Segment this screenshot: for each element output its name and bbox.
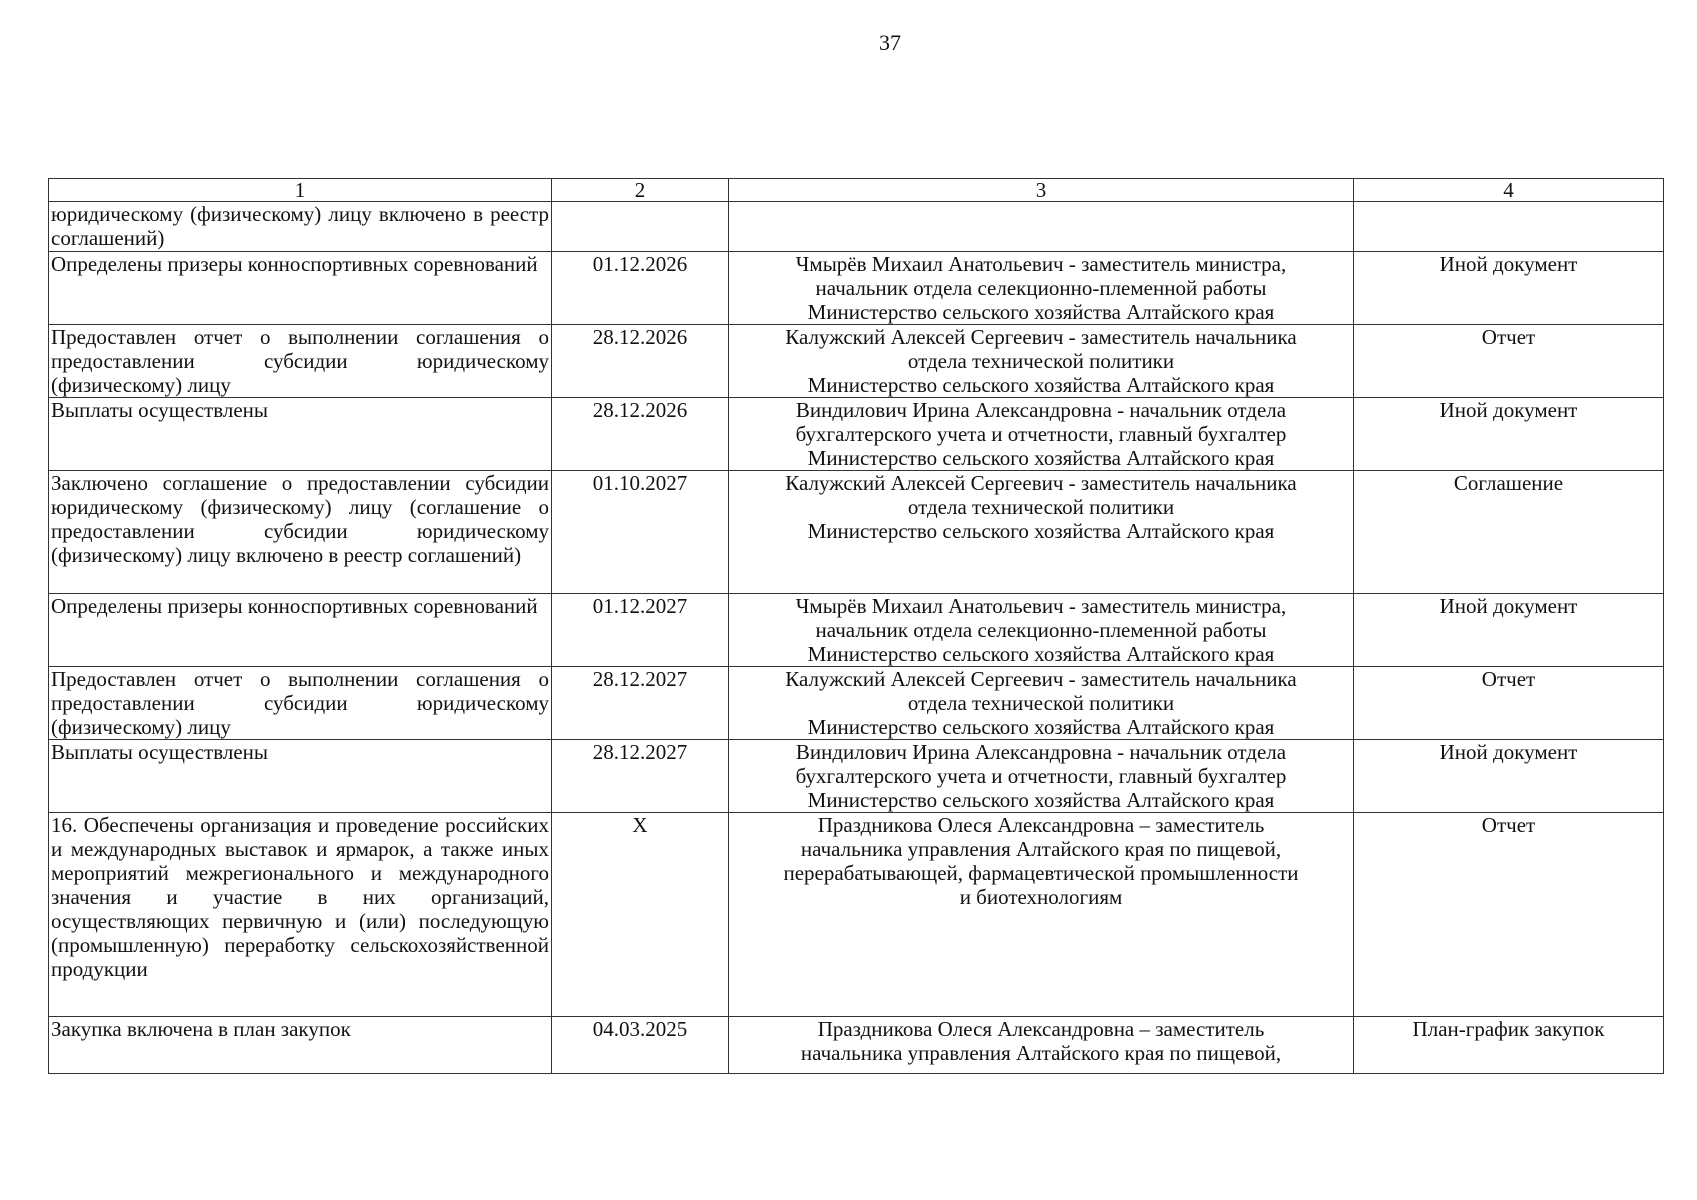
document-cell: Отчет <box>1354 325 1664 398</box>
table-row <box>49 202 1664 252</box>
event-cell: юридическому (физическому) лицу включено в реестр соглашений) <box>49 202 552 252</box>
event-cell: Заключено соглашение о предоставлении субсидии юридическому (физическому) лицу (соглашение о предоставлении субсидии юридическому (физическому) лицу включено в реестр соглашений) <box>49 471 552 594</box>
document-cell: Иной документ <box>1354 252 1664 325</box>
responsible-cell <box>729 813 1354 1017</box>
table-row <box>49 667 1664 740</box>
responsible-line: Министерство сельского хозяйства Алтайского края <box>807 446 1275 470</box>
table-row <box>49 471 1664 594</box>
responsible-line: Министерство сельского хозяйства Алтайского края <box>807 715 1275 739</box>
responsible-cell <box>729 471 1354 594</box>
document-cell: Отчет <box>1354 813 1664 1017</box>
responsible-line: бухгалтерского учета и отчетности, главный бухгалтер <box>795 422 1287 446</box>
responsible-line: Министерство сельского хозяйства Алтайского края <box>807 519 1275 543</box>
date-cell: 28.12.2027 <box>552 740 729 813</box>
responsible-line: и биотехнологиям <box>959 885 1123 909</box>
date-cell: X <box>552 813 729 1017</box>
responsible-line: Калужский Алексей Сергеевич - заместитель начальника <box>785 667 1297 691</box>
responsible-cell <box>729 325 1354 398</box>
responsible-line: отдела технической политики <box>907 495 1175 519</box>
event-cell: Предоставлен отчет о выполнении соглашения о предоставлении субсидии юридическому (физическому) лицу <box>49 325 552 398</box>
date-cell: 01.10.2027 <box>552 471 729 594</box>
column-header-2: 2 <box>552 179 729 202</box>
responsible-line: начальник отдела селекционно-племенной работы <box>815 618 1267 642</box>
schedule-table <box>48 178 1664 1074</box>
document-cell: Иной документ <box>1354 594 1664 667</box>
responsible-cell <box>729 202 1354 252</box>
responsible-line: Виндилович Ирина Александровна - начальник отдела <box>795 740 1287 764</box>
event-cell: Выплаты осуществлены <box>49 740 552 813</box>
event-cell: Закупка включена в план закупок <box>49 1017 552 1074</box>
responsible-line: Министерство сельского хозяйства Алтайского края <box>807 788 1275 812</box>
table-row <box>49 325 1664 398</box>
event-cell: Определены призеры конноспортивных соревнований <box>49 594 552 667</box>
responsible-line: бухгалтерского учета и отчетности, главный бухгалтер <box>795 764 1287 788</box>
responsible-line: перерабатывающей, фармацевтической промышленности <box>783 861 1299 885</box>
responsible-line: Министерство сельского хозяйства Алтайского края <box>807 300 1275 324</box>
date-cell: 01.12.2027 <box>552 594 729 667</box>
document-cell: Иной документ <box>1354 398 1664 471</box>
responsible-line: Чмырёв Михаил Анатольевич - заместитель министра, <box>795 252 1287 276</box>
responsible-line: Виндилович Ирина Александровна - начальник отдела <box>795 398 1287 422</box>
responsible-cell <box>729 1017 1354 1074</box>
responsible-line: Праздникова Олеся Александровна – заместитель <box>817 1017 1265 1041</box>
table-row <box>49 813 1664 1017</box>
responsible-cell <box>729 252 1354 325</box>
date-cell: 04.03.2025 <box>552 1017 729 1074</box>
responsible-line: Министерство сельского хозяйства Алтайского края <box>807 373 1275 397</box>
responsible-line: начальник отдела селекционно-племенной работы <box>815 276 1267 300</box>
column-header-4: 4 <box>1354 179 1664 202</box>
event-cell: Определены призеры конноспортивных соревнований <box>49 252 552 325</box>
event-cell: 16. Обеспечены организация и проведение российских и международных выставок и ярмарок, а также иных мероприятий межрегионального и международного значения и участие в них организаций, осуществляющих первичную и (или) последующую (промышленную) переработку сельскохозяйственной продукции <box>49 813 552 1017</box>
document-cell: План-график закупок <box>1354 1017 1664 1074</box>
responsible-line: Чмырёв Михаил Анатольевич - заместитель министра, <box>795 594 1287 618</box>
table-row <box>49 398 1664 471</box>
column-header-3: 3 <box>729 179 1354 202</box>
event-cell: Выплаты осуществлены <box>49 398 552 471</box>
responsible-cell <box>729 594 1354 667</box>
date-cell: 28.12.2026 <box>552 398 729 471</box>
responsible-line: Калужский Алексей Сергеевич - заместитель начальника <box>785 471 1297 495</box>
date-cell <box>552 202 729 252</box>
document-cell <box>1354 202 1664 252</box>
event-cell: Предоставлен отчет о выполнении соглашения о предоставлении субсидии юридическому (физическому) лицу <box>49 667 552 740</box>
responsible-line: отдела технической политики <box>907 691 1175 715</box>
responsible-line: начальника управления Алтайского края по пищевой, <box>800 837 1282 861</box>
date-cell: 28.12.2026 <box>552 325 729 398</box>
responsible-cell <box>729 740 1354 813</box>
responsible-line: Министерство сельского хозяйства Алтайского края <box>807 642 1275 666</box>
table-header-row <box>49 179 1664 202</box>
column-header-1: 1 <box>49 179 552 202</box>
table-row <box>49 252 1664 325</box>
date-cell: 28.12.2027 <box>552 667 729 740</box>
page-number: 37 <box>879 30 901 55</box>
table-row <box>49 740 1664 813</box>
document-cell: Иной документ <box>1354 740 1664 813</box>
date-cell: 01.12.2026 <box>552 252 729 325</box>
document-cell: Отчет <box>1354 667 1664 740</box>
responsible-line: отдела технической политики <box>907 349 1175 373</box>
table-row <box>49 594 1664 667</box>
responsible-cell <box>729 667 1354 740</box>
document-cell: Соглашение <box>1354 471 1664 594</box>
responsible-line: Праздникова Олеся Александровна – заместитель <box>817 813 1265 837</box>
responsible-line: начальника управления Алтайского края по пищевой, <box>800 1041 1282 1065</box>
table-row <box>49 1017 1664 1074</box>
responsible-line: Калужский Алексей Сергеевич - заместитель начальника <box>785 325 1297 349</box>
responsible-cell <box>729 398 1354 471</box>
